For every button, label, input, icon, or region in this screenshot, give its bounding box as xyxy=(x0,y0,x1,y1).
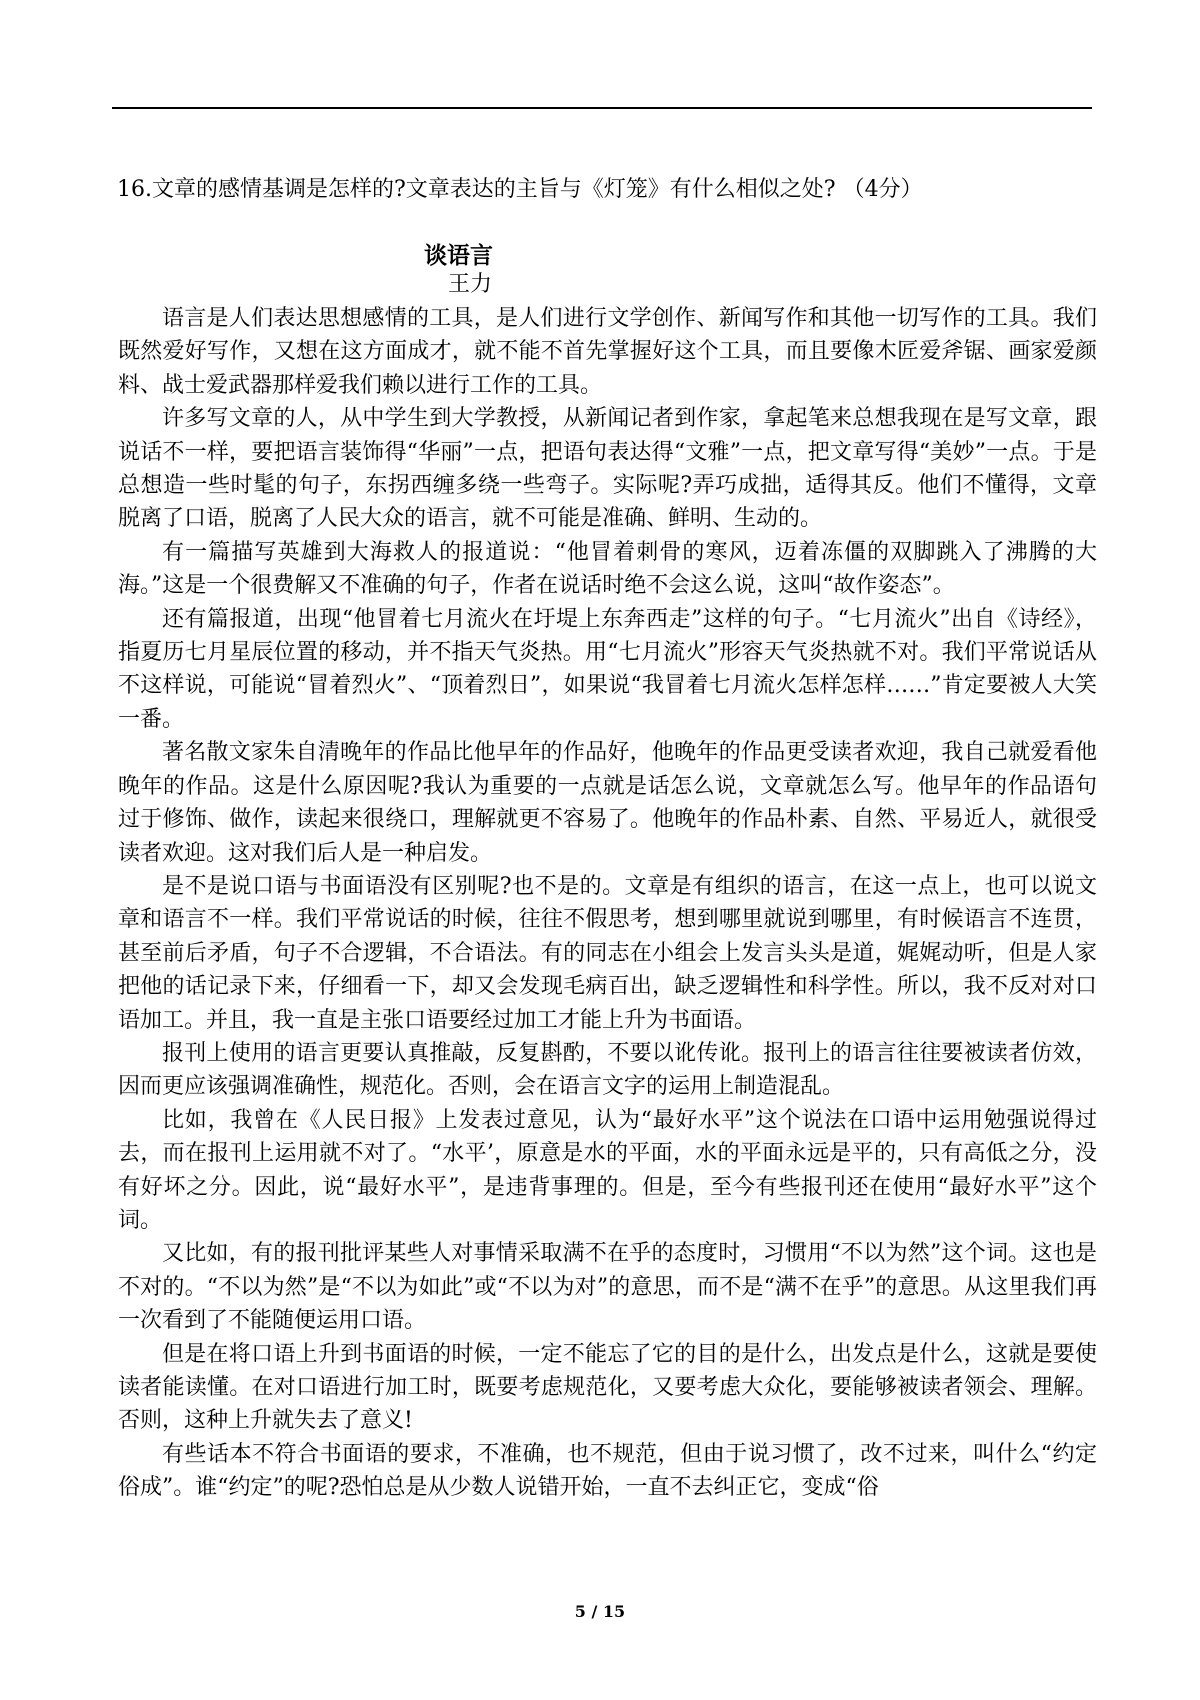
page-number: 5 / 15 xyxy=(574,1602,626,1621)
paragraph: 语言是人们表达思想感情的工具，是人们进行文学创作、新闻写作和其他一切写作的工具。我们既然爱好写作，又想在这方面成才，就不能不首先掌握好这个工具，而且要像木匠爱斧锯、画家爱颜料、战士爱武器那样爱我们赖以进行工作的工具。 xyxy=(118,306,1097,398)
paragraph: 有些话本不符合书面语的要求，不准确，也不规范，但由于说习惯了，改不过来，叫什么“约定俗成”。谁“约定”的呢?恐怕总是从少数人说错开始，一直不去纠正它，变成“俗 xyxy=(118,1441,1097,1501)
article-title: 谈语言 xyxy=(424,242,493,269)
paragraph: 又比如，有的报刊批评某些人对事情采取满不在乎的态度时，习惯用“不以为然”这个词。这也是不对的。“不以为然”是“不以为如此”或“不以为对”的意思，而不是“满不在乎”的意思。从这里我们再一次看到了不能随便运用口语。 xyxy=(118,1241,1097,1334)
paragraph: 著名散文家朱自清晚年的作品比他早年的作品好，他晚年的作品更受读者欢迎，我自己就爱看他晚年的作品。这是什么原因呢?我认为重要的一点就是话怎么说，文章就怎么写。他早年的作品语句过于修饰、做作，读起来很绕口，理解就更不容易了。他晚年的作品朴素、自然、平易近人，就很受读者欢迎。这对我们后人是一种启发。 xyxy=(118,740,1097,866)
paragraph: 是不是说口语与书面语没有区别呢?也不是的。文章是有组织的语言，在这一点上，也可以说文章和语言不一样。我们平常说话的时候，往往不假思考，想到哪里就说到哪里，有时候语言不连贯，甚至前后矛盾，句子不合逻辑，不合语法。有的同志在小组会上发言头头是道，娓娓动听，但是人家把他的话记录下来，仔细看一下，却又会发现毛病百出，缺乏逻辑性和科学性。所以，我不反对对口语加工。并且，我一直是主张口语要经过加工才能上升为书面语。 xyxy=(118,873,1097,1033)
paragraph: 有一篇描写英雄到大海救人的报道说：“他冒着刺骨的寒风，迈着冻僵的双脚跳入了沸腾的大海。”这是一个很费解又不准确的句子，作者在说话时绝不会这么说，这叫“故作姿态”。 xyxy=(118,539,1097,599)
paragraph: 还有篇报道，出现“他冒着七月流火在圩堤上东奔西走”这样的句子。“七月流火”出自《诗经》，指夏历七月星辰位置的移动，并不指天气炎热。用“七月流火”形容天气炎热就不对。我们平常说话从不这样说，可能说“冒着烈火”、“顶着烈日”，如果说“我冒着七月流火怎样怎样……”肯定要被人大笑一番。 xyxy=(118,606,1097,732)
question-16: 16.文章的感情基调是怎样的?文章表达的主旨与《灯笼》有什么相似之处? （4分） xyxy=(117,177,923,202)
paragraph: 报刊上使用的语言更要认真推敲，反复斟酌，不要以讹传讹。报刊上的语言往往要被读者仿效，因而更应该强调准确性，规范化。否则，会在语言文字的运用上制造混乱。 xyxy=(118,1040,1097,1100)
paragraph: 许多写文章的人，从中学生到大学教授，从新闻记者到作家，拿起笔来总想我现在是写文章，跟说话不一样，要把语言装饰得“华丽”一点，把语句表达得“文雅”一点，把文章写得“美妙”一点。于是总想造一些时髦的句子，东拐西缠多绕一些弯子。实际呢?弄巧成拙，适得其反。他们不懂得，文章脱离了口语，脱离了人民大众的语言，就不可能是准确、鲜明、生动的。 xyxy=(118,406,1097,532)
article-author: 王力 xyxy=(448,272,493,297)
paragraph: 但是在将口语上升到书面语的时候，一定不能忘了它的目的是什么，出发点是什么，这就是要使读者能读懂。在对口语进行加工时，既要考虑规范化，又要考虑大众化，要能够被读者领会、理解。否则，这种上升就失去了意义! xyxy=(118,1341,1097,1434)
header-rule xyxy=(112,107,1092,109)
paragraph: 比如，我曾在《人民日报》上发表过意见，认为“最好水平”这个说法在口语中运用勉强说得过去，而在报刊上运用就不对了。“水平’，原意是水的平面，水的平面永远是平的，只有高低之分，没有好坏之分。因此，说“最好水平”，是违背事理的。但是，至今有些报刊还在使用“最好水平”这个词。 xyxy=(118,1107,1097,1233)
article-body xyxy=(118,302,1097,1505)
